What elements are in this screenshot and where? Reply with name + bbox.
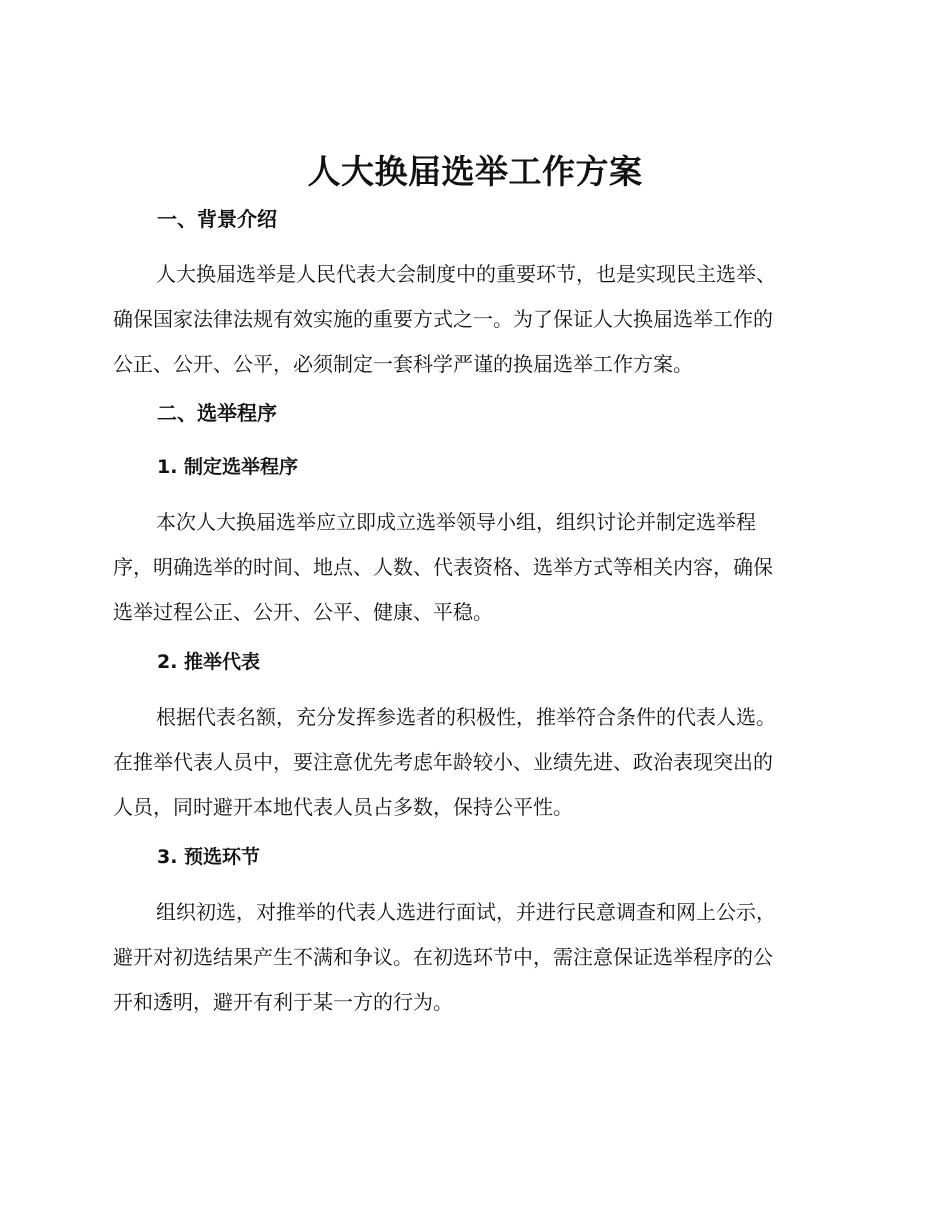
paragraph-line: 本次人大换届选举应立即成立选举领导小组，组织讨论并制定选举程 bbox=[156, 510, 756, 534]
subsection-paragraph-2 bbox=[113, 695, 831, 830]
paragraph-line: 人员，同时避开本地代表人员占多数，保持公平性。 bbox=[113, 795, 573, 819]
subsection-heading-1: 1. 制定选举程序 bbox=[157, 456, 299, 478]
paragraph-line: 开和透明，避开有利于某一方的行为。 bbox=[113, 990, 453, 1014]
paragraph-line: 确保国家法律法规有效实施的重要方式之一。为了保证人大换届选举工作的 bbox=[113, 307, 773, 331]
paragraph-line: 人大换届选举是人民代表大会制度中的重要环节，也是实现民主选举、 bbox=[156, 262, 776, 286]
document-title: 人大换届选举工作方案 bbox=[307, 152, 643, 191]
subsection-heading-3: 3. 预选环节 bbox=[157, 846, 261, 868]
section-heading-background: 一、背景介绍 bbox=[157, 207, 277, 231]
paragraph-line: 避开对初选结果产生不满和争议。在初选环节中，需注意保证选举程序的公 bbox=[113, 945, 773, 969]
section-paragraph-background bbox=[113, 252, 831, 387]
paragraph-line: 选举过程公正、公开、公平、健康、平稳。 bbox=[113, 600, 493, 624]
section-heading-procedure: 二、选举程序 bbox=[157, 401, 277, 425]
subsection-heading-2: 2. 推举代表 bbox=[157, 651, 261, 673]
subsection-paragraph-3 bbox=[113, 890, 831, 1025]
paragraph-line: 根据代表名额，充分发挥参选者的积极性，推举符合条件的代表人选。 bbox=[156, 705, 776, 729]
paragraph-line: 序，明确选举的时间、地点、人数、代表资格、选举方式等相关内容，确保 bbox=[113, 555, 773, 579]
paragraph-line: 在推举代表人员中，要注意优先考虑年龄较小、业绩先进、政治表现突出的 bbox=[113, 750, 773, 774]
paragraph-line: 组织初选，对推举的代表人选进行面试，并进行民意调查和网上公示， bbox=[156, 900, 776, 924]
subsection-paragraph-1 bbox=[113, 500, 831, 635]
paragraph-line: 公正、公开、公平，必须制定一套科学严谨的换届选举工作方案。 bbox=[113, 352, 693, 376]
